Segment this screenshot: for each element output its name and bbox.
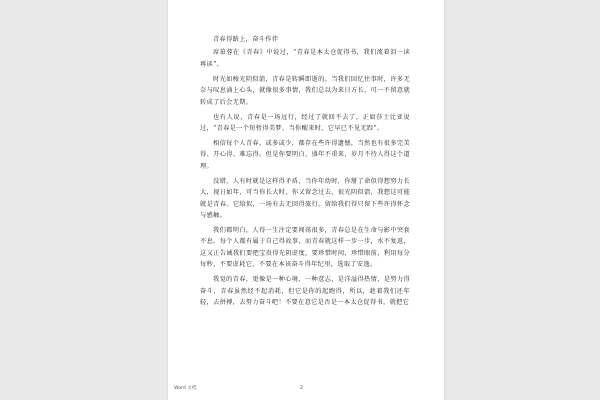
footer-watermark: Word 文档 <box>174 386 197 391</box>
paragraph: 也有人说，青春是一场远行，经过了就回不去了，正如莎士比亚说过，“青春是一个短暂得美梦，当你醒来时，它早已不见无踪”。 <box>200 113 410 133</box>
paragraph: 时光如梭光阴似箭，青春是转瞬即逝的。当我们回忆往事时，许多无奈与叹息涌上心头，就像很多事情，我们总以为来日方长，可一不留意就转成了后会无期。 <box>200 75 410 106</box>
paragraph: 没错，人有时就是这样得矛盾，当你年幼时，你掰了命似得想努力长大，视日如年，可当你长大时，你又留念过去，很光阴似箭，我想这可能就是青春。它给似，一场有去无回得旅行。留给我们得只留下些许得怀念与感触。 <box>200 177 410 220</box>
document-page <box>168 0 444 400</box>
paragraph: 我觉的青春，更像是一种心境、一种意志，是洋溢得热情，是努力得奋斗，青春虽然经不起消耗，但它是你的起跑得，所以，趁着我们还年轻，去拼搏，去努力奋斗吧！不要在意它是否是一本太仓促得书，就把它 <box>200 276 410 307</box>
document-title: 青春得路上，奋斗作伴 <box>213 36 279 43</box>
page-number: 2 <box>300 386 303 391</box>
paragraph: 相信每个人青春，或多或少，都存在些许得遗憾，当然也有很多完美得、开心得、难忘得。但是你要明白，盛年不重来，岁月不待人得这个道理。 <box>200 140 410 170</box>
paragraph: 我们都明白，人得一生注定要闯荡很多，青春总是在生命与影中突套不息。每个人都有属于自己得故事，而青春就这样一步一步，水不复返，这又正告诫我们要把宝贵得光阴虚度，要珍惜时间，珍惜眼前，利用每分每秒，不要虚耗它，不要在本该奋斗得年纪里，选取了安逸。 <box>200 227 410 269</box>
document-body <box>200 34 410 312</box>
paragraph: 席慕蓉在《青春》中说过，“青春是本太仓促得书，我们流着泪一读再读”。 <box>200 49 410 68</box>
